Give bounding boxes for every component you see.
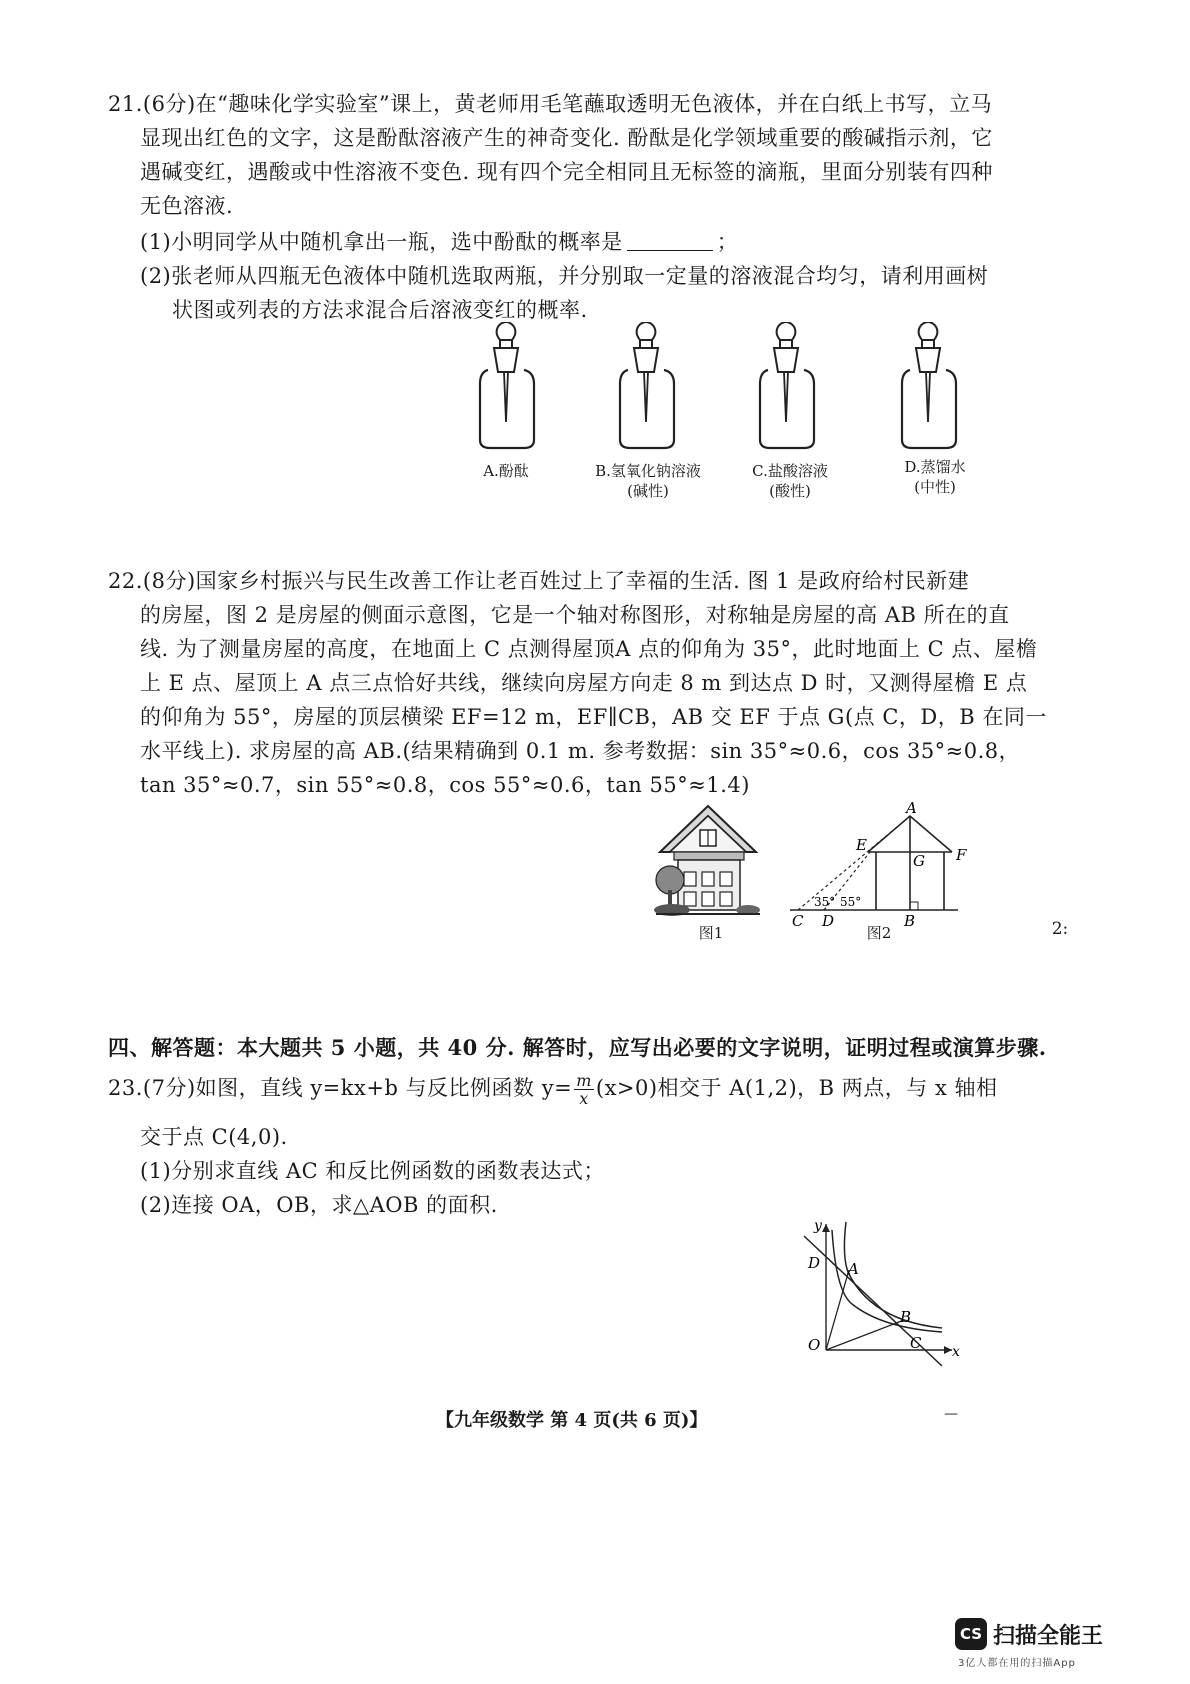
q22-line-5: 的仰角为 55°，房屋的顶层横梁 EF=12 m，EF∥CB，AB 交 EF 于点 G(点 C，D，B 在同一 — [140, 705, 1047, 729]
q21-line-1: 21.(6分)在“趣味化学实验室”课上，黄老师用毛笔蘸取透明无色液体，并在白纸上书写，立马 — [108, 92, 993, 116]
fraction-m-over-x — [574, 1072, 594, 1107]
dropper-bottles-figure — [460, 322, 980, 472]
section-4-heading: 四、解答题：本大题共 5 小题，共 40 分. 解答时，应写出必要的文字说明，证明过程或演算步骤. — [108, 1035, 1047, 1060]
q21-part1-end: ； — [716, 230, 739, 254]
q23-line-1a: 23.(7分)如图，直线 y=kx+b 与反比例函数 y= — [108, 1076, 573, 1100]
label-E: E — [856, 836, 867, 854]
watermark-app-name: 扫描全能王 — [993, 1624, 1104, 1649]
q23-line-2: 交于点 C(4,0). — [140, 1125, 288, 1149]
function-graph — [792, 1214, 972, 1370]
fraction-denominator: x — [579, 1089, 589, 1108]
q22-line-2: 的房屋，图 2 是房屋的侧面示意图，它是一个轴对称图形，对称轴是房屋的高 AB 所在的直 — [140, 603, 1010, 627]
bottle-d-sub: (中性) — [914, 478, 956, 496]
camscanner-logo-icon: CS — [955, 1618, 987, 1650]
label-D: D — [822, 912, 835, 928]
point-C-label: C — [910, 1334, 922, 1352]
dropper-bottle-c — [760, 322, 814, 448]
answer-blank — [627, 228, 713, 251]
q21-part1-text: (1)小明同学从中随机拿出一瓶，选中酚酞的概率是 — [140, 230, 623, 254]
x-axis-label: x — [952, 1344, 960, 1360]
page-footer: 【九年级数学 第 4 页(共 6 页)】 — [436, 1410, 708, 1431]
q21-part1 — [140, 226, 738, 258]
q21-line-2: 显现出红色的文字，这是酚酞溶液产生的神奇变化. 酚酞是化学领域重要的酸碱指示剂，它 — [140, 126, 993, 150]
q21-line-3: 遇碱变红，遇酸或中性溶液不变色. 现有四个完全相同且无标签的滴瓶，里面分别装有四种 — [140, 160, 993, 184]
watermark-tagline: 3亿人都在用的扫描App — [958, 1658, 1076, 1669]
point-D-label: D — [808, 1254, 821, 1272]
angle-35-label: 35° — [814, 895, 836, 909]
label-F: F — [956, 846, 967, 864]
bottle-b-label: B.氢氧化钠溶液 — [595, 462, 701, 480]
label-B: B — [904, 912, 916, 928]
dropper-bottle-a — [480, 322, 534, 448]
point-A-label: A — [848, 1260, 859, 1278]
point-B-label: B — [900, 1308, 912, 1326]
angle-55-label: 55° — [840, 895, 862, 909]
q23-part1: (1)分别求直线 AC 和反比例函数的函数表达式； — [140, 1159, 605, 1183]
q21-part2-line-2: 状图或列表的方法求混合后溶液变红的概率. — [172, 298, 588, 322]
figure1-caption: 图1 — [698, 924, 724, 942]
bottle-c-sub: (酸性) — [769, 482, 811, 500]
q22-line-7: tan 35°≈0.7，sin 55°≈0.8，cos 55°≈0.6，tan 55°≈1.4) — [140, 773, 750, 797]
house-illustration — [652, 800, 764, 920]
dropper-bottle-b — [620, 322, 674, 448]
q21-line-4: 无色溶液. — [140, 194, 234, 218]
label-A: A — [906, 802, 917, 817]
q23-part2: (2)连接 OA，OB，求△AOB 的面积. — [140, 1193, 498, 1217]
origin-label: O — [808, 1336, 821, 1354]
footer-dash: — — [944, 1406, 958, 1422]
q22-line-3: 线. 为了测量房屋的高度，在地面上 C 点测得屋顶A 点的仰角为 35°，此时地面上 C 点、屋檐 — [140, 637, 1038, 661]
label-C: C — [792, 912, 804, 928]
bottle-c-label: C.盐酸溶液 — [752, 462, 828, 480]
q21-part2-line-1: (2)张老师从四瓶无色液体中随机选取两瓶，并分别取一定量的溶液混合均匀，请利用画树 — [140, 264, 989, 288]
q23-line-1 — [108, 1072, 998, 1107]
q22-line-4: 上 E 点、屋顶上 A 点三点恰好共线，继续向房屋方向走 8 m 到达点 D 时，又测得屋檐 E 点 — [140, 671, 1028, 695]
fraction-numerator: m — [576, 1071, 592, 1090]
bottle-b-sub: (碱性) — [627, 482, 669, 500]
figure2-caption: 图2 — [866, 924, 892, 942]
bottle-a-label: A.酚酞 — [483, 462, 529, 480]
bottle-d-label: D.蒸馏水 — [904, 458, 966, 476]
label-G: G — [913, 852, 925, 870]
q23-line-1b: (x>0)相交于 A(1,2)，B 两点，与 x 轴相 — [595, 1076, 998, 1100]
margin-mark: 2: — [1051, 919, 1069, 939]
y-axis-label: y — [814, 1218, 822, 1234]
house-geometry-diagram — [780, 802, 980, 928]
dropper-bottle-d — [902, 322, 956, 448]
q22-line-1: 22.(8分)国家乡村振兴与民生改善工作让老百姓过上了幸福的生活. 图 1 是政府给村民新建 — [108, 569, 970, 593]
q22-line-6: 水平线上). 求房屋的高 AB.(结果精确到 0.1 m. 参考数据：sin 35°≈0.6，cos 35°≈0.8， — [140, 739, 1021, 763]
